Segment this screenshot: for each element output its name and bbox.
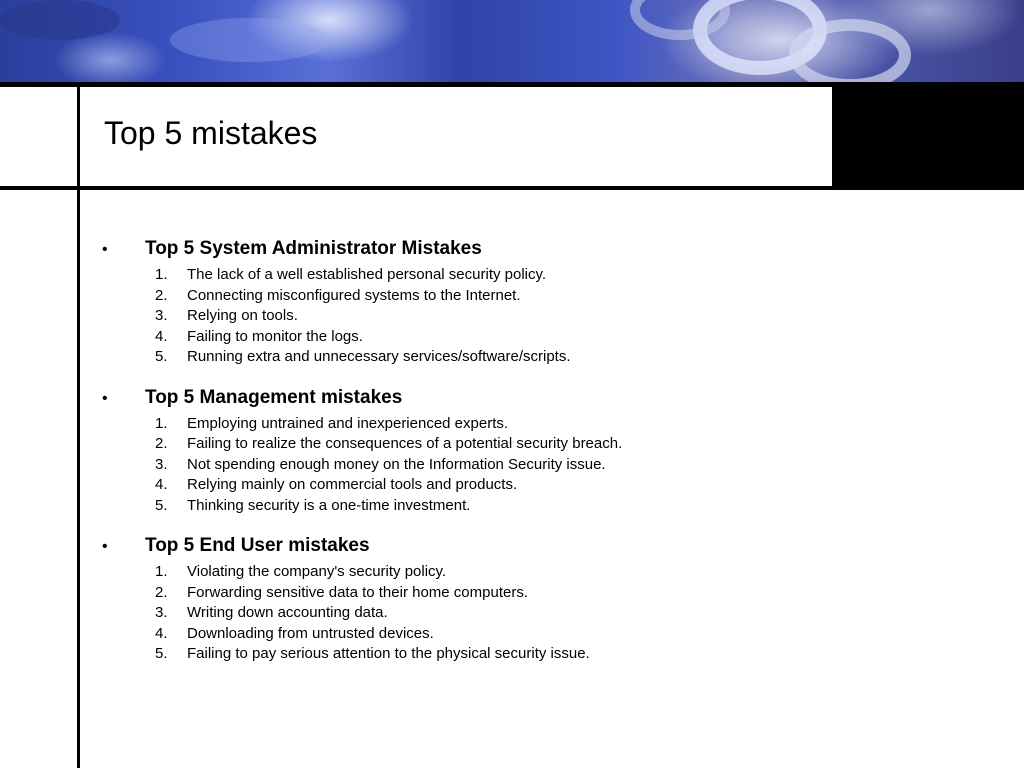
section-management <box>100 387 980 518</box>
page-title: Top 5 mistakes <box>104 115 318 151</box>
title-accent-block <box>832 87 1024 186</box>
item-text: Violating the company's security policy. <box>187 563 447 580</box>
list-item <box>100 287 980 308</box>
title-divider <box>0 186 1024 190</box>
list-item <box>100 266 980 287</box>
item-text: Forwarding sensitive data to their home computers. <box>187 583 528 601</box>
list-item <box>100 604 980 625</box>
item-number: 2. <box>155 286 168 304</box>
item-text: Failing to realize the consequences of a potential security breach. <box>187 435 623 452</box>
section-heading-row <box>100 238 980 266</box>
list-item <box>100 476 980 497</box>
item-text: Not spending enough money on the Information Security issue. <box>187 455 606 473</box>
section-sysadmin <box>100 238 980 369</box>
slide-content <box>100 238 980 684</box>
item-number: 3. <box>155 604 168 621</box>
section-heading-row <box>100 535 980 563</box>
list-item <box>100 563 980 584</box>
item-number: 4. <box>155 624 168 642</box>
item-number: 5. <box>155 348 168 365</box>
item-number: 1. <box>155 266 168 283</box>
item-text: Failing to pay serious attention to the physical security issue. <box>187 645 590 662</box>
list-item <box>100 328 980 349</box>
item-number: 1. <box>155 563 168 580</box>
item-text: Relying on tools. <box>187 307 298 324</box>
numbered-list <box>100 415 980 518</box>
item-text: Writing down accounting data. <box>187 604 388 621</box>
list-item <box>100 307 980 328</box>
item-number: 5. <box>155 496 168 514</box>
bullet-icon: • <box>102 389 108 407</box>
item-number: 2. <box>155 435 168 452</box>
list-item <box>100 645 980 666</box>
item-text: Running extra and unnecessary services/software/scripts. <box>187 348 571 365</box>
numbered-list <box>100 563 980 666</box>
list-item <box>100 415 980 436</box>
item-number: 5. <box>155 645 168 662</box>
header-banner-image <box>0 0 1024 84</box>
item-number: 4. <box>155 476 168 493</box>
list-item <box>100 625 980 646</box>
bullet-icon: • <box>102 538 108 555</box>
list-item <box>100 456 980 477</box>
bullet-icon: • <box>102 241 108 258</box>
left-vertical-rule <box>77 84 80 768</box>
chain-link-decoration <box>0 0 1024 84</box>
item-text: Downloading from untrusted devices. <box>187 624 434 642</box>
item-text: Connecting misconfigured systems to the Internet. <box>187 286 521 304</box>
item-text: Thinking security is a one-time investment. <box>187 496 471 514</box>
list-item <box>100 435 980 456</box>
section-heading-row <box>100 387 980 415</box>
item-text: The lack of a well established personal security policy. <box>187 266 547 283</box>
item-number: 4. <box>155 327 168 345</box>
list-item <box>100 348 980 369</box>
item-number: 3. <box>155 455 168 473</box>
item-number: 2. <box>155 583 168 601</box>
item-text: Relying mainly on commercial tools and products. <box>187 476 518 493</box>
item-number: 3. <box>155 307 168 324</box>
list-item <box>100 584 980 605</box>
list-item <box>100 497 980 518</box>
section-heading: Top 5 Management mistakes <box>145 386 403 408</box>
section-end-user <box>100 535 980 666</box>
item-text: Employing untrained and inexperienced experts. <box>187 414 509 432</box>
numbered-list <box>100 266 980 369</box>
section-heading: Top 5 System Administrator Mistakes <box>145 238 482 259</box>
item-text: Failing to monitor the logs. <box>187 327 363 345</box>
section-heading: Top 5 End User mistakes <box>145 535 370 556</box>
item-number: 1. <box>155 414 168 432</box>
